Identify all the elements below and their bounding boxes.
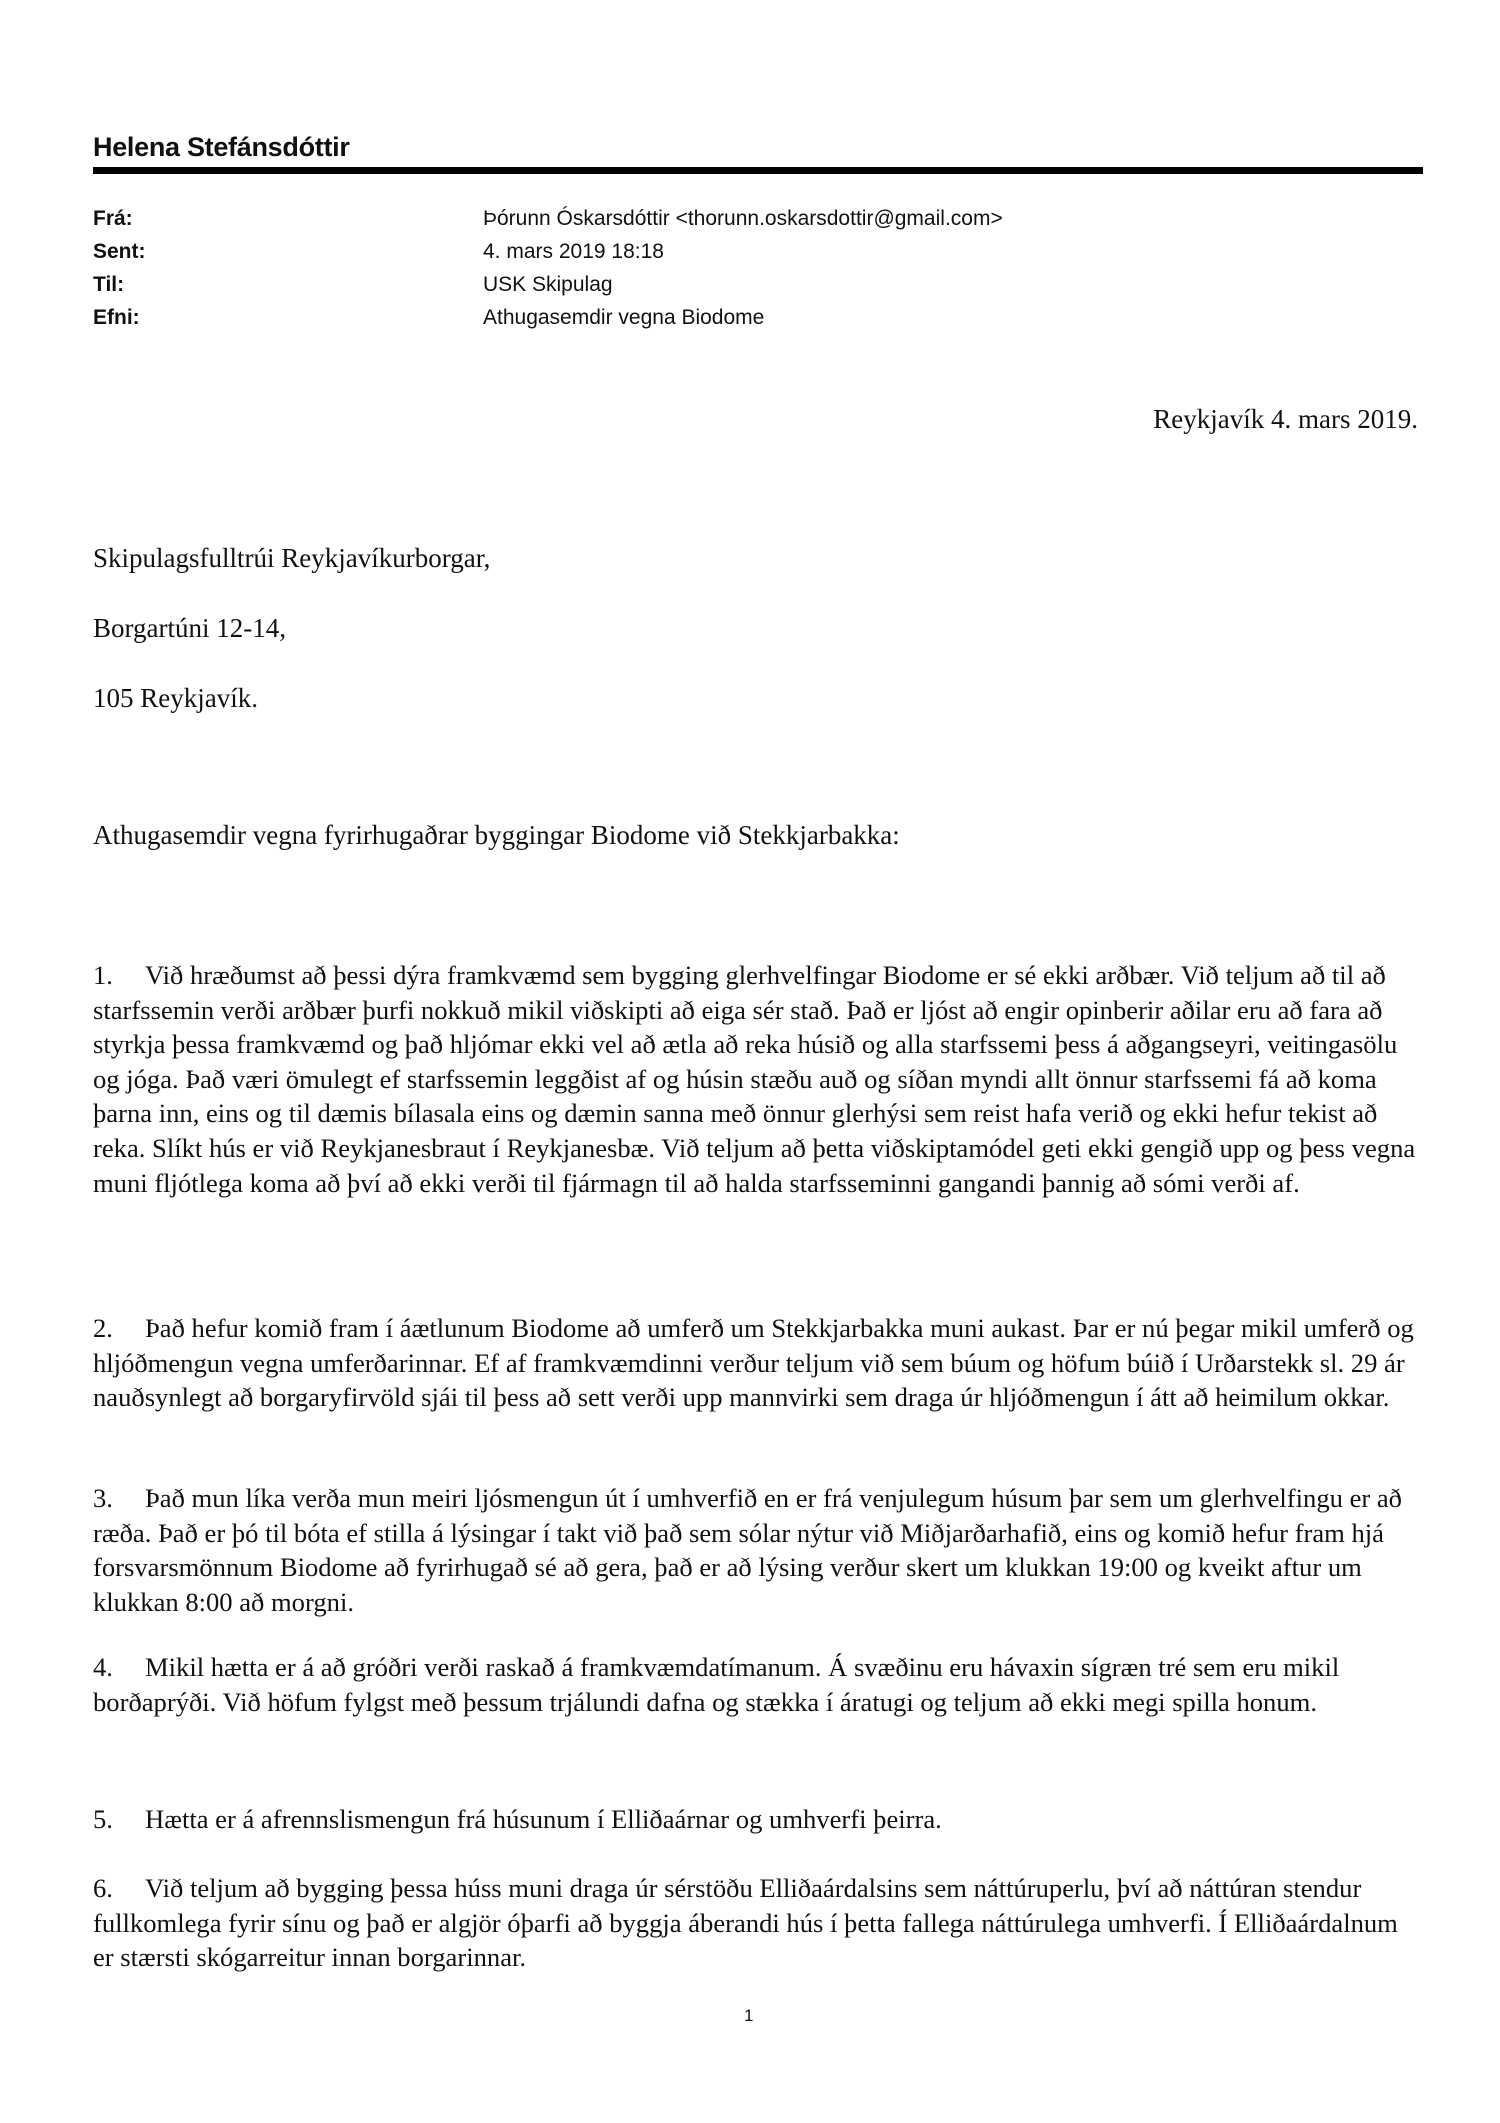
letter-subject-line: Athugasemdir vegna fyrirhugaðrar byggingar Biodome við Stekkjarbakka:: [93, 820, 900, 850]
numbered-paragraph-6: [93, 1871, 1423, 1975]
field-value-sent-date: 4. mars 2019 18:18: [483, 240, 664, 263]
field-label: Til:: [93, 273, 125, 296]
recipient-name-heading: Helena Stefánsdóttir: [93, 132, 350, 162]
paragraph-number: 2.: [93, 1313, 113, 1343]
header-field-subject: [93, 306, 1093, 336]
paragraph-number: 3.: [93, 1483, 113, 1513]
address-line-3: 105 Reykjavík.: [93, 683, 258, 713]
numbered-paragraph-3: [93, 1481, 1423, 1619]
field-label: Efni:: [93, 306, 140, 329]
paragraph-text: Við teljum að bygging þessa húss muni draga úr sérstöðu Elliðaárdalsins sem náttúruperlu, því að náttúran stendur fullkomlega fyrir sínu og það er algjör óþarfi að byggja áberandi hús í þetta fallega náttúrulega umhverfi. Í Elliðaárdalnum er stærsti skógarreitur innan borgarinnar.: [93, 1873, 1398, 1973]
numbered-paragraph-4: [93, 1650, 1423, 1719]
paragraph-number: 1.: [93, 960, 113, 990]
field-value-subject: Athugasemdir vegna Biodome: [483, 306, 765, 329]
paragraph-text: Við hræðumst að þessi dýra framkvæmd sem bygging glerhvelfingar Biodome er sé ekki arðbær. Við teljum að til að starfssemin verði arðbær þurfi nokkuð mikil viðskipti að eiga sér stað. Það er ljóst að engir opinberir aðilar eru að fara að styrkja þessa framkvæmd og það hljómar ekki vel að ætla að reka húsið og alla starfssemi þess á aðgangseyri, veitingasölu og jóga. Það væri ömulegt ef starfssemin leggðist af og húsin stæðu auð og síðan myndi allt önnur starfssemi fá að koma þarna inn, eins og til dæmis bílasala eins og dæmin sanna með önnur glerhýsi sem reist hafa verið og ekki hefur tekist að reka. Slíkt hús er við Reykjanesbraut í Reykjanesbæ. Við teljum að þetta viðskiptamódel geti ekki gengið upp og þess vegna muni fljótlega koma að því að ekki verði til fjármagn til að halda starfsseminni gangandi þannig að sómi verði af.: [93, 960, 1416, 1198]
address-line-1: Skipulagsfulltrúi Reykjavíkurborgar,: [93, 543, 491, 573]
field-value-sender: Þórunn Óskarsdóttir <thorunn.oskarsdottir@gmail.com>: [483, 207, 1003, 230]
page-number: 1: [744, 2006, 754, 2025]
header-field-sent: [93, 240, 1093, 270]
paragraph-text: Mikil hætta er á að gróðri verði raskað á framkvæmdatímanum. Á svæðinu eru hávaxin sígræn tré sem eru mikil borðaprýði. Við höfum fylgst með þessum trjálundi dafna og stækka í áratugi og teljum að ekki megi spilla honum.: [93, 1652, 1340, 1717]
numbered-paragraph-5: [93, 1802, 1423, 1837]
paragraph-number: 4.: [93, 1652, 113, 1682]
numbered-paragraph-2: [93, 1311, 1423, 1415]
field-label: Sent:: [93, 240, 146, 263]
paragraph-text: Það mun líka verða mun meiri ljósmengun út í umhverfið en er frá venjulegum húsum þar sem um glerhvelfingu er að ræða. Það er þó til bóta ef stilla á lýsingar í takt við það sem sólar nýtur við Miðjarðarhafið, eins og komið hefur fram hjá forsvarsmönnum Biodome að fyrirhugað sé að gera, það er að lýsing verður skert um klukkan 19:00 og kveikt aftur um klukkan 8:00 að morgni.: [93, 1483, 1402, 1617]
paragraph-text: Hætta er á afrennslismengun frá húsunum í Elliðaárnar og umhverfi þeirra.: [145, 1804, 942, 1834]
paragraph-number: 6.: [93, 1873, 113, 1903]
field-value-recipient: USK Skipulag: [483, 273, 613, 296]
numbered-paragraph-1: [93, 958, 1423, 1200]
header-divider: [93, 167, 1423, 174]
address-line-2: Borgartúni 12-14,: [93, 613, 286, 643]
paragraph-number: 5.: [93, 1804, 113, 1834]
field-label: Frá:: [93, 207, 133, 230]
paragraph-text: Það hefur komið fram í áætlunum Biodome að umferð um Stekkjarbakka muni aukast. Þar er nú þegar mikil umferð og hljóðmengun vegna umferðarinnar. Ef af framkvæmdinni verður teljum við sem búum og höfum búið í Urðarstekk sl. 29 ár nauðsynlegt að borgaryfirvöld sjái til þess að sett verði upp mannvirki sem draga úr hljóðmengun í átt að heimilum okkar.: [93, 1313, 1414, 1413]
header-field-to: [93, 273, 1093, 303]
header-field-from: [93, 207, 1093, 237]
place-date-line: Reykjavík 4. mars 2019.: [1153, 404, 1418, 434]
